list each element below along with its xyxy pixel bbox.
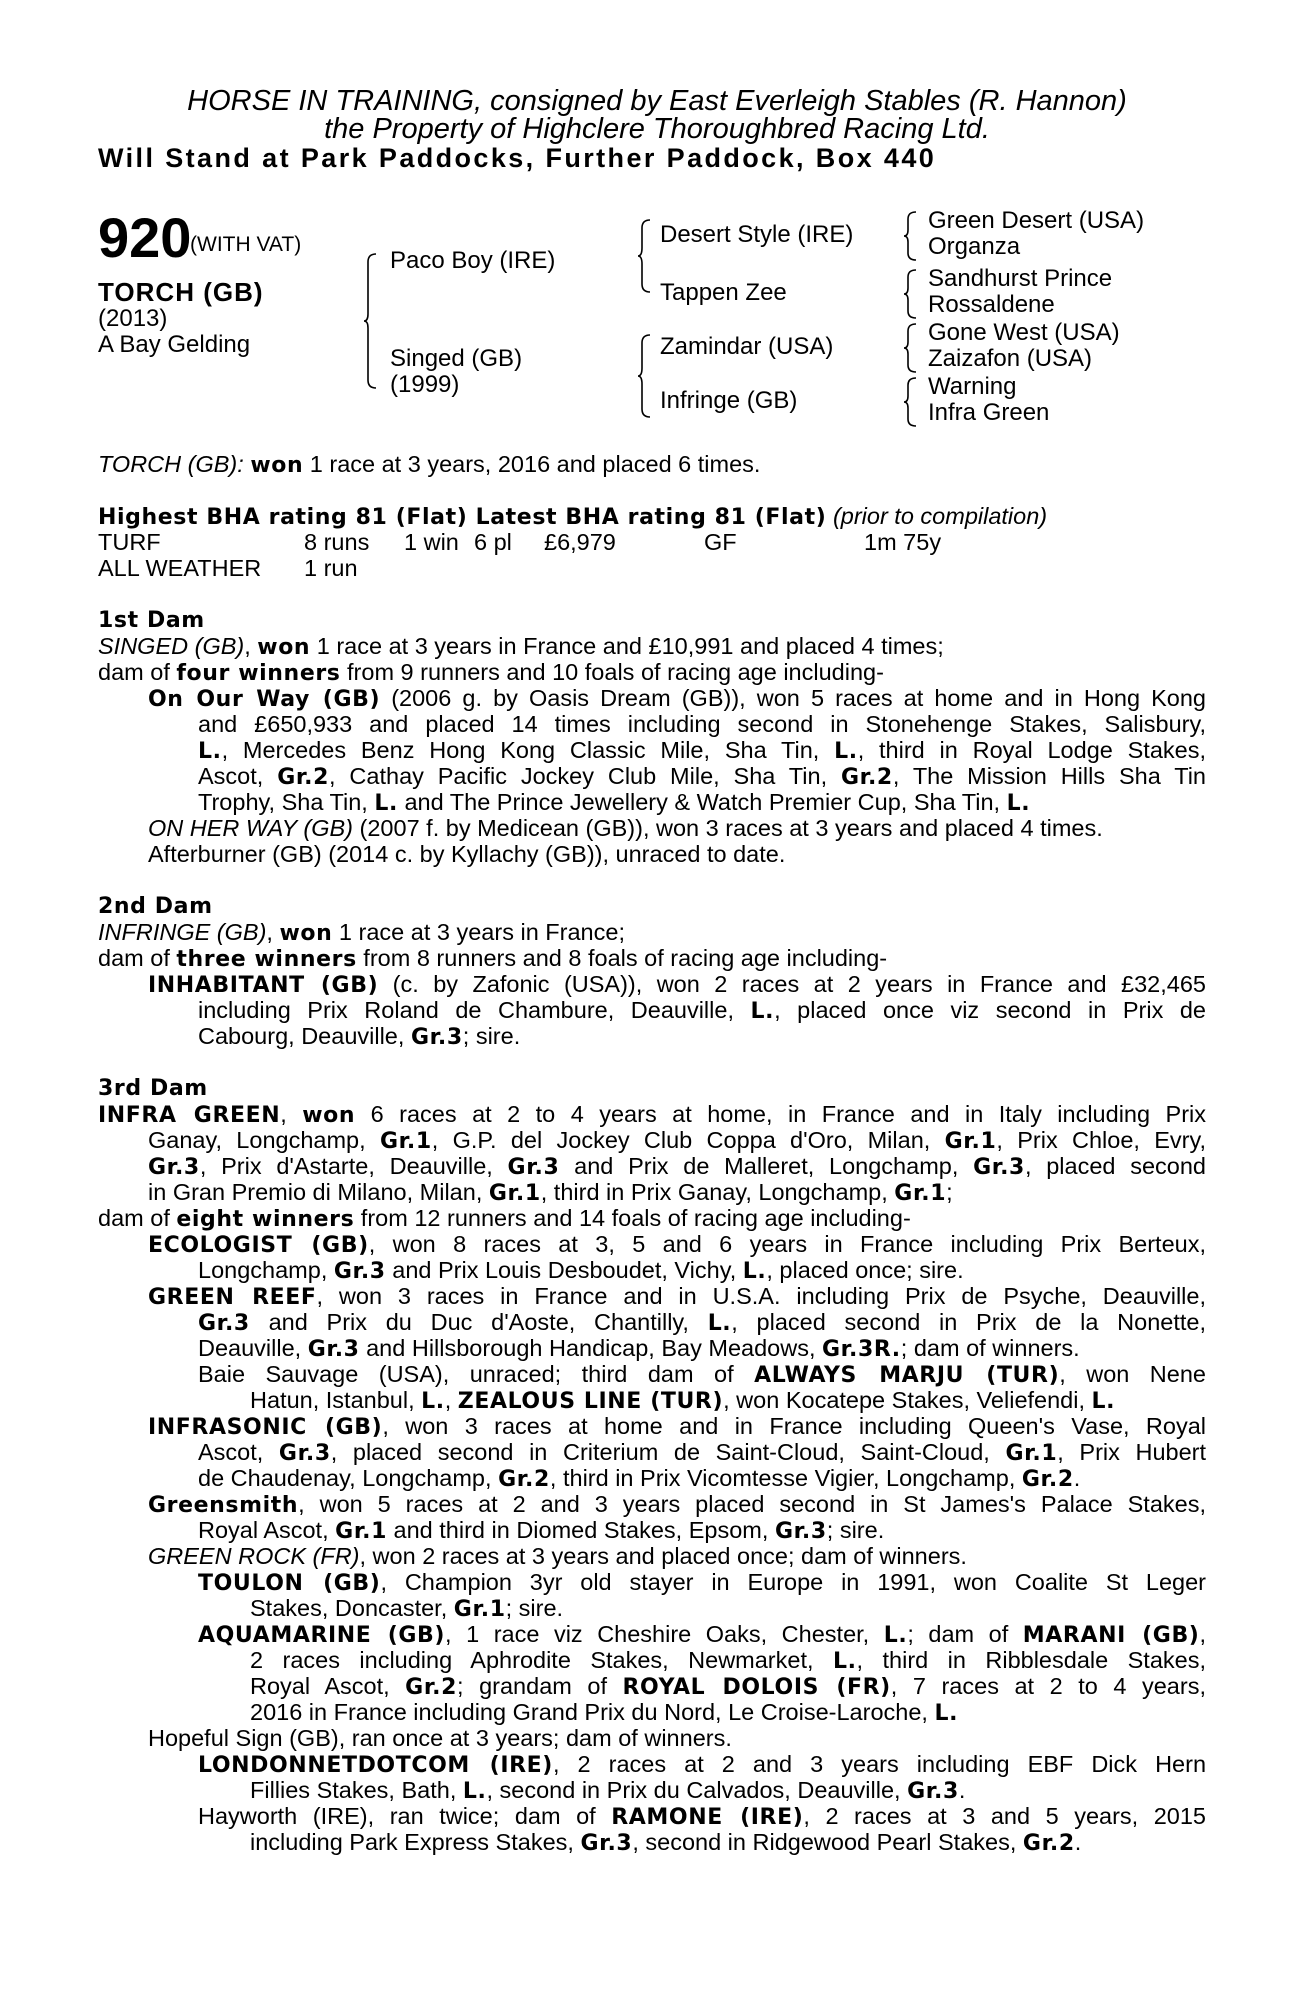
third-dam-line: 2016 in France including Grand Prix du Nord, Le Croise-Laroche, L. bbox=[250, 1699, 959, 1726]
second-dam-line: INFRINGE (GB), won 1 race at 3 years in France; bbox=[98, 919, 625, 946]
pedigree-dam: Singed (GB) bbox=[390, 345, 523, 372]
pedigree-bracket-sd bbox=[904, 268, 918, 320]
third-dam-line: Hopeful Sign (GB), ran once at 3 years; dam of winners. bbox=[148, 1725, 732, 1751]
pedigree-dsd: Zaizafon (USA) bbox=[928, 345, 1093, 372]
first-dam-line: ON HER WAY (GB) (2007 f. by Medicean (GB)), won 3 races at 3 years and placed 4 times. bbox=[148, 815, 1103, 841]
header-location: Will Stand at Park Paddocks, Further Paddock, Box 440 bbox=[98, 143, 937, 173]
bha-rating: Highest BHA rating 81 (Flat) Latest BHA rating 81 (Flat) (prior to compilation) bbox=[98, 503, 1048, 530]
horse-name: TORCH (GB) bbox=[98, 277, 264, 307]
pedigree-dam-dam: Infringe (GB) bbox=[660, 387, 798, 414]
third-dam-line: Stakes, Doncaster, Gr.1; sire. bbox=[250, 1595, 564, 1622]
third-dam-line: Gr.3 and Prix du Duc d'Aoste, Chantilly, L., placed second in Prix de la Nonette, bbox=[198, 1309, 1206, 1336]
third-dam-line: Gr.3, Prix d'Astarte, Deauville, Gr.3 and Prix de Malleret, Longchamp, Gr.3, placed second bbox=[148, 1153, 1206, 1180]
pedigree-sire-sire: Desert Style (IRE) bbox=[660, 221, 854, 248]
pedigree-ssd: Organza bbox=[928, 233, 1021, 260]
pedigree-sdd: Rossaldene bbox=[928, 291, 1055, 318]
second-dam-line: including Prix Roland de Chambure, Deauville, L., placed once viz second in Prix de bbox=[198, 997, 1206, 1024]
horse-year: (2013) bbox=[98, 305, 168, 332]
third-dam-line: Hatun, Istanbul, L., ZEALOUS LINE (TUR), won Kocatepe Stakes, Veliefendi, L. bbox=[250, 1387, 1116, 1414]
third-dam-line: Royal Ascot, Gr.2; grandam of ROYAL DOLOIS (FR), 7 races at 2 to 4 years, bbox=[250, 1673, 1206, 1700]
third-dam-line: 2 races including Aphrodite Stakes, Newmarket, L., third in Ribblesdale Stakes, bbox=[250, 1647, 1206, 1674]
horse-description: A Bay Gelding bbox=[98, 331, 251, 358]
third-dam-line: Royal Ascot, Gr.1 and third in Diomed Stakes, Epsom, Gr.3; sire. bbox=[198, 1517, 885, 1544]
pedigree-bracket-ss bbox=[904, 210, 918, 262]
second-dam-heading: 2nd Dam bbox=[98, 894, 213, 919]
first-dam-line: and £650,933 and placed 14 times including second in Stonehenge Stakes, Salisbury, bbox=[198, 711, 1206, 737]
third-dam-line: Baie Sauvage (USA), unraced; third dam of ALWAYS MARJU (TUR), won Nene bbox=[198, 1361, 1206, 1388]
first-dam-line: Ascot, Gr.2, Cathay Pacific Jockey Club Mile, Sha Tin, Gr.2, The Mission Hills Sha Tin bbox=[198, 763, 1207, 790]
third-dam-line: Ganay, Longchamp, Gr.1, G.P. del Jockey Club Coppa d'Oro, Milan, Gr.1, Prix Chloe, Evry, bbox=[148, 1127, 1206, 1154]
pedigree-sire: Paco Boy (IRE) bbox=[390, 247, 556, 274]
third-dam-line: including Park Express Stakes, Gr.3, second in Ridgewood Pearl Stakes, Gr.2. bbox=[250, 1829, 1082, 1856]
pedigree-sds: Sandhurst Prince bbox=[928, 265, 1113, 292]
first-dam-line: Trophy, Sha Tin, L. and The Prince Jewellery & Watch Premier Cup, Sha Tin, L. bbox=[198, 789, 1031, 816]
third-dam-line: INFRA GREEN, won 6 races at 2 to 4 years at home, in France and in Italy including Prix bbox=[98, 1101, 1206, 1128]
race-summary: TORCH (GB): won 1 race at 3 years, 2016 and placed 6 times. bbox=[98, 451, 761, 478]
first-dam-line: dam of four winners from 9 runners and 10 foals of racing age including- bbox=[98, 659, 884, 686]
pedigree-ddd: Infra Green bbox=[928, 399, 1050, 426]
third-dam-line: in Gran Premio di Milano, Milan, Gr.1, third in Prix Ganay, Longchamp, Gr.1; bbox=[148, 1179, 953, 1206]
record-all-weather: ALL WEATHER 1 run bbox=[98, 555, 358, 581]
pedigree-dam-year: (1999) bbox=[390, 371, 460, 398]
third-dam-line: Longchamp, Gr.3 and Prix Louis Desboudet, Vichy, L., placed once; sire. bbox=[198, 1257, 964, 1284]
lot-number: 920 bbox=[98, 206, 192, 269]
third-dam-line: LONDONNETDOTCOM (IRE), 2 races at 2 and 3 years including EBF Dick Hern bbox=[198, 1751, 1207, 1778]
header-consignor: HORSE IN TRAINING, consigned by East Everleigh Stables (R. Hannon) bbox=[187, 85, 1127, 117]
third-dam-line: Hayworth (IRE), ran twice; dam of RAMONE (IRE), 2 races at 3 and 5 years, 2015 bbox=[198, 1803, 1207, 1830]
pedigree-dam-sire: Zamindar (USA) bbox=[660, 333, 834, 360]
third-dam-line: Greensmith, won 5 races at 2 and 3 years placed second in St James's Palace Stakes, bbox=[148, 1491, 1206, 1518]
first-dam-line: SINGED (GB), won 1 race at 3 years in France and £10,991 and placed 4 times; bbox=[98, 633, 944, 660]
third-dam-line: Ascot, Gr.3, placed second in Criterium de Saint-Cloud, Saint-Cloud, Gr.1, Prix Hubert bbox=[198, 1439, 1207, 1466]
pedigree-dss: Gone West (USA) bbox=[928, 319, 1120, 346]
pedigree-bracket-ds bbox=[904, 322, 918, 374]
pedigree-bracket-parents bbox=[364, 252, 378, 390]
third-dam-line: TOULON (GB), Champion 3yr old stayer in Europe in 1991, won Coalite St Leger bbox=[198, 1569, 1206, 1596]
third-dam-line: de Chaudenay, Longchamp, Gr.2, third in Prix Vicomtesse Vigier, Longchamp, Gr.2. bbox=[198, 1465, 1081, 1492]
lot-vat: (WITH VAT) bbox=[190, 233, 302, 256]
third-dam-line: INFRASONIC (GB), won 3 races at home and in France including Queen's Vase, Royal bbox=[148, 1413, 1206, 1440]
third-dam-line: AQUAMARINE (GB), 1 race viz Cheshire Oaks, Chester, L.; dam of MARANI (GB), bbox=[198, 1621, 1206, 1648]
pedigree-sss: Green Desert (USA) bbox=[928, 207, 1145, 234]
pedigree-bracket-dam bbox=[638, 333, 652, 419]
first-dam-heading: 1st Dam bbox=[98, 608, 205, 633]
pedigree-dds: Warning bbox=[928, 373, 1017, 400]
second-dam-line: INHABITANT (GB) (c. by Zafonic (USA)), won 2 races at 2 years in France and £32,465 bbox=[148, 971, 1206, 998]
pedigree-sire-dam: Tappen Zee bbox=[660, 279, 787, 306]
third-dam-line: GREEN ROCK (FR), won 2 races at 3 years and placed once; dam of winners. bbox=[148, 1543, 967, 1569]
third-dam-line: ECOLOGIST (GB), won 8 races at 3, 5 and 6 years in France including Prix Berteux, bbox=[148, 1231, 1206, 1258]
third-dam-line: Fillies Stakes, Bath, L., second in Prix du Calvados, Deauville, Gr.3. bbox=[250, 1777, 966, 1804]
first-dam-line: Afterburner (GB) (2014 c. by Kyllachy (GB)), unraced to date. bbox=[148, 841, 786, 867]
first-dam-line: L., Mercedes Benz Hong Kong Classic Mile, Sha Tin, L., third in Royal Lodge Stakes, bbox=[198, 737, 1206, 764]
third-dam-heading: 3rd Dam bbox=[98, 1076, 208, 1101]
second-dam-line: Cabourg, Deauville, Gr.3; sire. bbox=[198, 1023, 521, 1050]
pedigree-bracket-sire bbox=[638, 218, 652, 294]
first-dam-line: On Our Way (GB) (2006 g. by Oasis Dream (GB)), won 5 races at home and in Hong Kong bbox=[148, 685, 1206, 712]
second-dam-line: dam of three winners from 8 runners and 8 foals of racing age including- bbox=[98, 945, 888, 972]
pedigree-bracket-dd bbox=[904, 376, 918, 428]
third-dam-line: GREEN REEF, won 3 races in France and in U.S.A. including Prix de Psyche, Deauville, bbox=[148, 1283, 1206, 1310]
third-dam-line: dam of eight winners from 12 runners and 14 foals of racing age including- bbox=[98, 1205, 911, 1232]
header-property: the Property of Highclere Thoroughbred Racing Ltd. bbox=[324, 113, 990, 145]
record-turf: TURF 8 runs 1 win 6 pl £6,979 GF 1m 75y bbox=[98, 529, 942, 555]
third-dam-line: Deauville, Gr.3 and Hillsborough Handicap, Bay Meadows, Gr.3R.; dam of winners. bbox=[198, 1335, 1080, 1362]
